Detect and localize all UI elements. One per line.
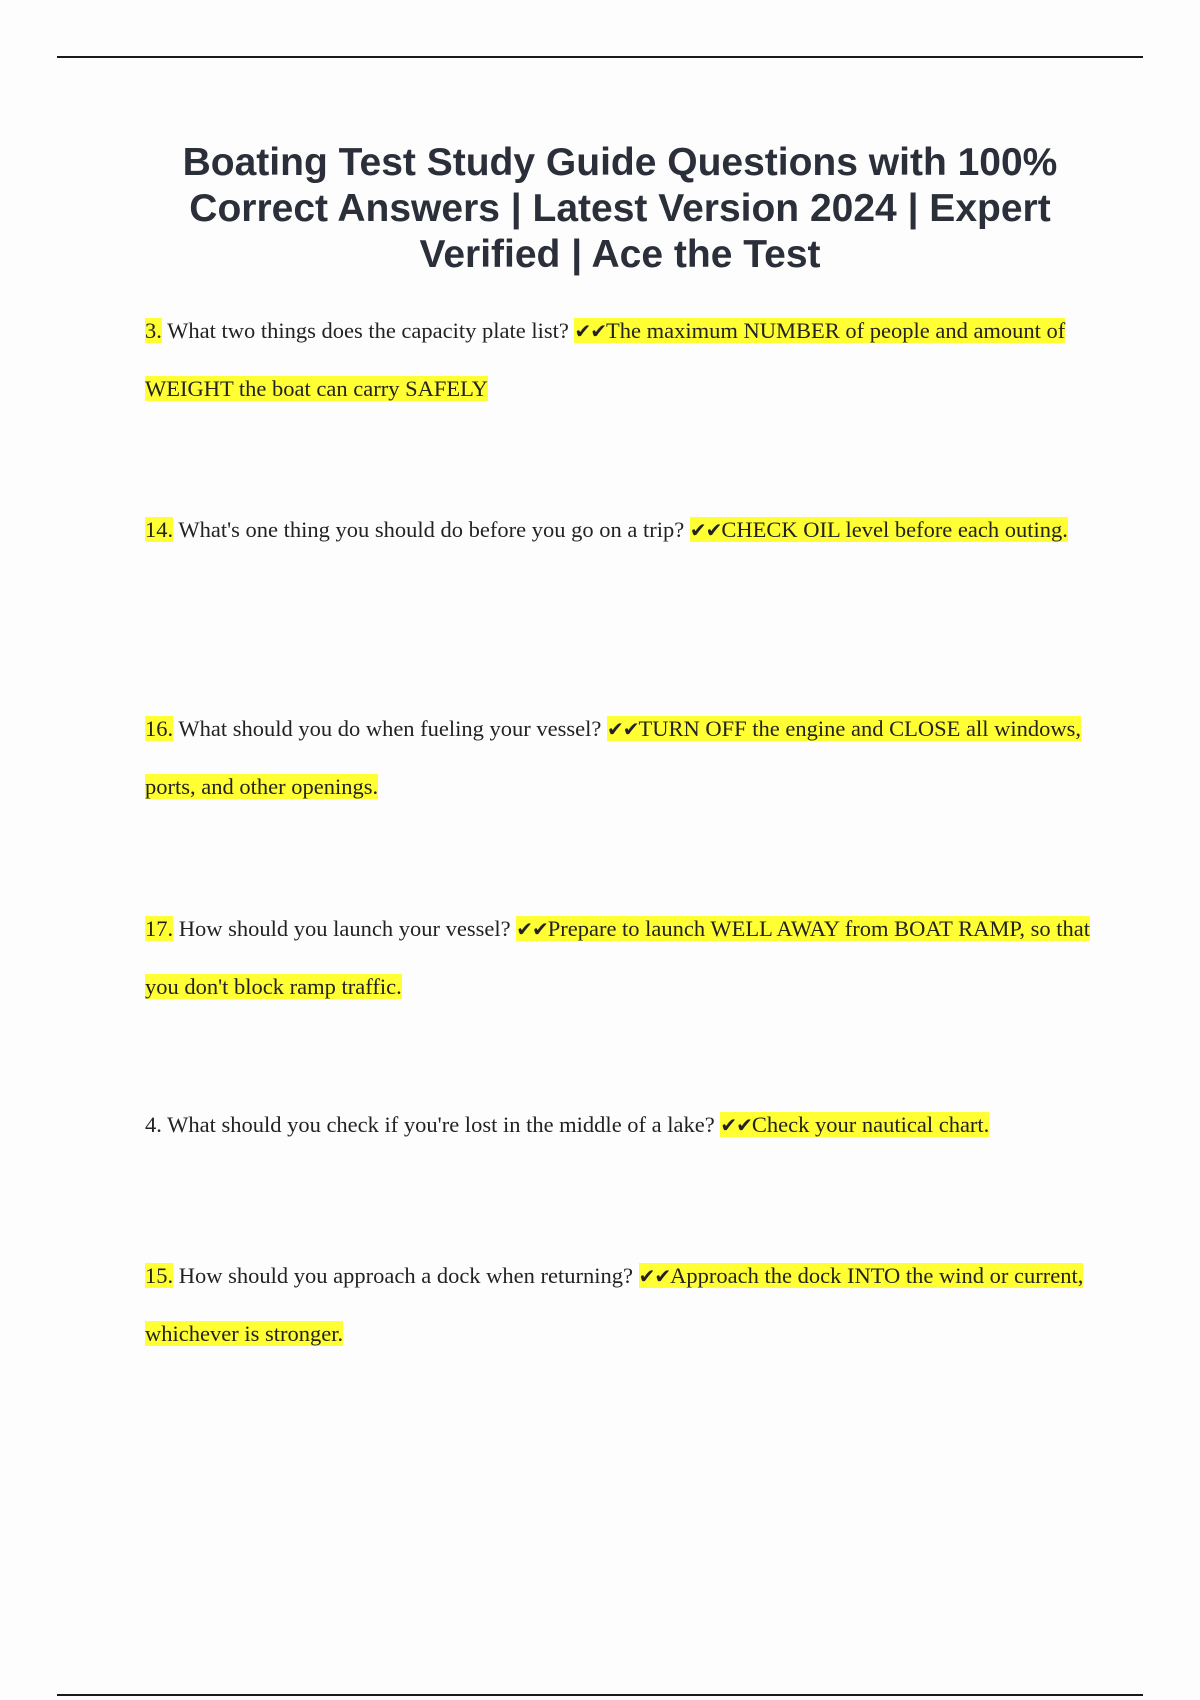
question-number: 16. [145,716,174,741]
question-text: What's one thing you should do before you go on a trip? [178,517,685,542]
question-number: 17. [145,916,174,941]
qa-item-17 [145,900,1105,1016]
answer-text: ✔✔Check your nautical chart. [720,1112,990,1137]
question-number: 15. [145,1263,174,1288]
double-check-icon: ✔✔ [689,518,722,542]
question-text: How should you approach a dock when returning? [178,1263,634,1288]
double-check-icon: ✔✔ [516,917,548,941]
answer-text: ✔✔TURN OFF the engine and CLOSE all windows, ports, and other openings. [145,716,1082,799]
qa-item-4 [145,1096,1105,1154]
answer-text: ✔✔The maximum NUMBER of people and amount of WEIGHT the boat can carry SAFELY [145,318,1066,401]
question-text: How should you launch your vessel? [178,916,511,941]
question-number: 14. [145,517,174,542]
question-text: What two things does the capacity plate list? [167,318,569,343]
qa-item-16 [145,700,1105,816]
qa-item-14 [145,501,1105,559]
header-rule [57,56,1143,58]
question-number: 4. [145,1112,162,1137]
answer-text: ✔✔Prepare to launch WELL AWAY from BOAT RAMP, so that you don't block ramp traffic. [145,916,1091,999]
double-check-icon: ✔✔ [720,1113,752,1137]
question-number: 3. [145,318,162,343]
qa-item-3 [145,302,1105,418]
answer-text: ✔✔Approach the dock INTO the wind or current, whichever is stronger. [145,1263,1084,1346]
document-title: Boating Test Study Guide Questions with 100% Correct Answers | Latest Version 2024 | Expert Verified | Ace the Test [182,141,1058,276]
double-check-icon: ✔✔ [574,319,606,343]
double-check-icon: ✔✔ [607,717,639,741]
question-text: What should you check if you're lost in the middle of a lake? [167,1112,715,1137]
answer-text: ✔✔CHECK OIL level before each outing. [689,517,1068,542]
qa-item-15 [145,1247,1105,1363]
footer-rule [57,1694,1143,1696]
double-check-icon: ✔✔ [638,1264,671,1288]
question-text: What should you do when fueling your vessel? [178,716,602,741]
